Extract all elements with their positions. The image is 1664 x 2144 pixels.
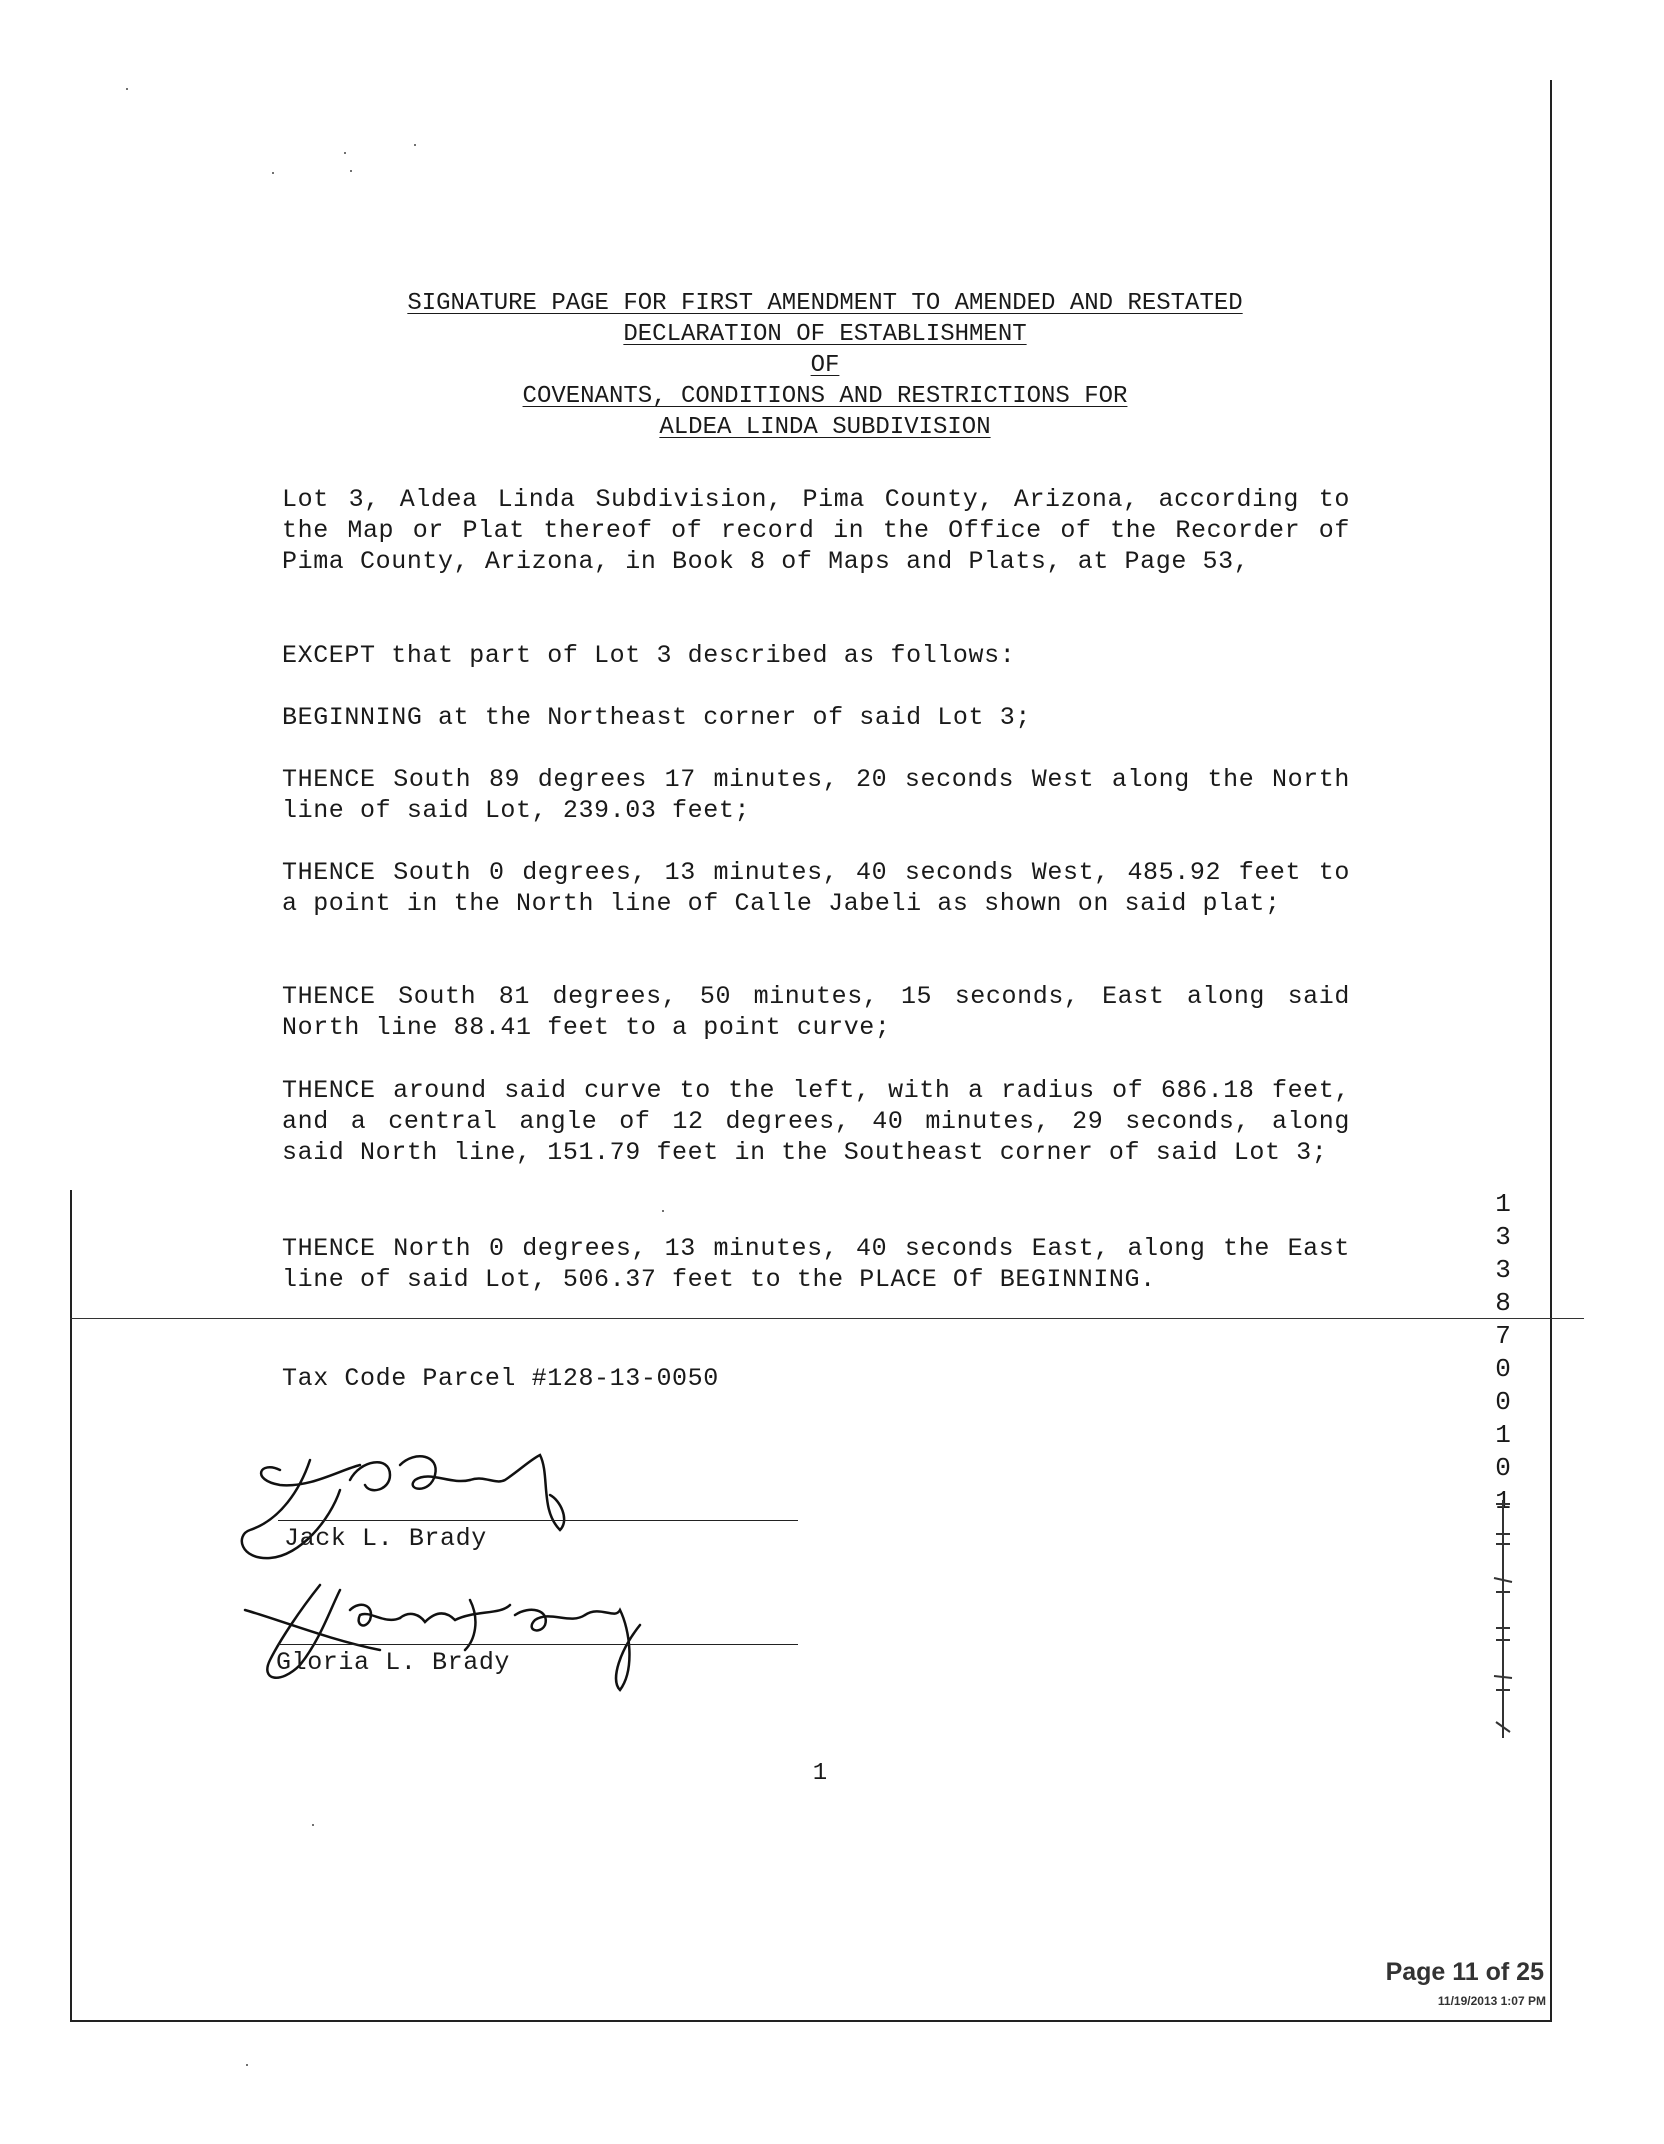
signer-name-1: Jack L. Brady bbox=[284, 1524, 487, 1553]
scan-speck bbox=[350, 170, 352, 172]
title-line-5: ALDEA LINDA SUBDIVISION bbox=[659, 414, 991, 441]
tax-code-parcel: Tax Code Parcel #128-13-0050 bbox=[282, 1364, 719, 1393]
scan-speck bbox=[272, 172, 274, 174]
scan-speck bbox=[246, 2064, 248, 2066]
struck-recording-number bbox=[1488, 1500, 1518, 1740]
right-border-line bbox=[1550, 80, 1552, 2022]
page-number: 1 bbox=[812, 1760, 828, 1787]
lot-description-paragraph: Lot 3, Aldea Linda Subdivision, Pima County, Arizona, according to the Map or Plat thereof of record in the Office of the Recorder of Pima County, Arizona, in Book 8 of Maps and Plats, at Page 53, bbox=[282, 485, 1350, 576]
scan-speck bbox=[662, 1210, 664, 1212]
recording-number-vertical: 13387 00101 bbox=[1495, 1189, 1511, 1516]
scan-speck bbox=[414, 144, 416, 146]
scan-speck bbox=[126, 88, 128, 90]
beginning-paragraph: BEGINNING at the Northeast corner of said Lot 3; bbox=[282, 703, 1031, 732]
title-line-3: OF bbox=[810, 352, 840, 379]
scan-speck bbox=[312, 1824, 314, 1826]
bottom-border-line bbox=[70, 2020, 1550, 2022]
scan-fold-line bbox=[70, 1318, 1584, 1319]
footer-timestamp: 11/19/2013 1:07 PM bbox=[1437, 1994, 1546, 2008]
title-line-1: SIGNATURE PAGE FOR FIRST AMENDMENT TO AMENDED AND RESTATED bbox=[407, 290, 1243, 317]
title-line-2: DECLARATION OF ESTABLISHMENT bbox=[623, 321, 1027, 348]
thence-paragraph-3: THENCE South 81 degrees, 50 minutes, 15 seconds, East along said North line 88.41 feet to a point curve; bbox=[282, 982, 1350, 1042]
footer-page-label: Page 11 of 25 bbox=[1385, 1958, 1544, 1986]
thence-paragraph-5: THENCE North 0 degrees, 13 minutes, 40 seconds East, along the East line of said Lot, 506.37 feet to the PLACE Of BEGINNING. bbox=[282, 1234, 1350, 1294]
thence-paragraph-4: THENCE around said curve to the left, with a radius of 686.18 feet, and a central angle of 12 degrees, 40 minutes, 29 seconds, along said North line, 151.79 feet in the Southeast corner of said Lot 3; bbox=[282, 1076, 1350, 1167]
signature-gloria-brady bbox=[240, 1570, 720, 1700]
signature-line-2 bbox=[278, 1644, 798, 1645]
left-border-line bbox=[70, 1190, 72, 2020]
thence-paragraph-2: THENCE South 0 degrees, 13 minutes, 40 seconds West, 485.92 feet to a point in the North line of Calle Jabeli as shown on said plat; bbox=[282, 858, 1350, 918]
document-title bbox=[290, 288, 1360, 443]
except-paragraph: EXCEPT that part of Lot 3 described as follows: bbox=[282, 641, 1016, 670]
signature-line-1 bbox=[278, 1520, 798, 1521]
thence-paragraph-1: THENCE South 89 degrees 17 minutes, 20 seconds West along the North line of said Lot, 239.03 feet; bbox=[282, 765, 1350, 825]
title-line-4: COVENANTS, CONDITIONS AND RESTRICTIONS FOR bbox=[522, 383, 1128, 410]
signer-name-2: Gloria L. Brady bbox=[276, 1648, 511, 1677]
scan-speck bbox=[344, 152, 346, 154]
